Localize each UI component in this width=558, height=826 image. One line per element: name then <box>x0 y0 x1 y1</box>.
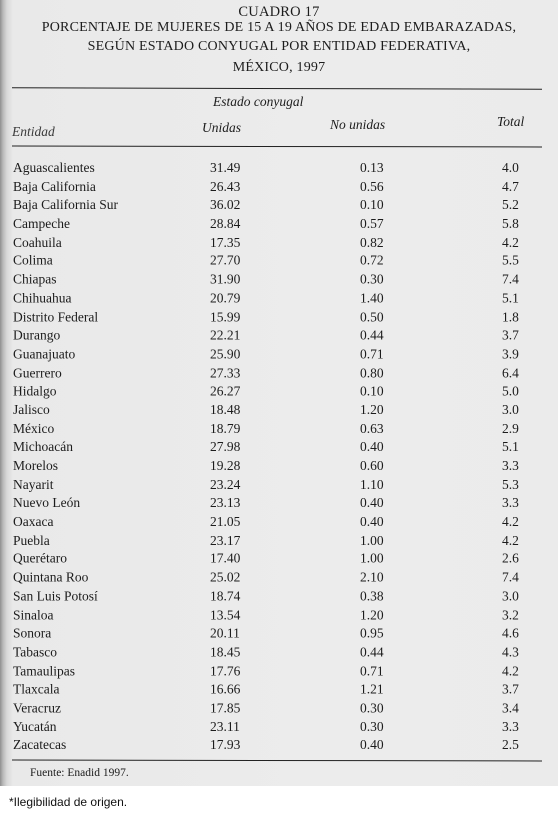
cell-entidad: Puebla <box>13 532 50 548</box>
table-row <box>0 384 558 403</box>
cell-entidad: Chihuahua <box>13 290 72 306</box>
cell-no-unidas: 0.30 <box>360 271 384 287</box>
cell-unidas: 17.40 <box>210 551 241 567</box>
cell-unidas: 27.70 <box>210 253 241 269</box>
table-row <box>0 570 558 589</box>
cell-total: 2.9 <box>502 420 519 436</box>
cell-unidas: 26.27 <box>210 383 241 399</box>
column-header-total: Total <box>497 114 525 129</box>
cell-total: 4.2 <box>502 513 519 529</box>
cell-entidad: Baja California <box>13 178 96 194</box>
cell-entidad: Sonora <box>13 625 52 641</box>
cell-unidas: 18.48 <box>210 402 241 418</box>
table-row <box>0 421 558 440</box>
cell-entidad: San Luis Potosí <box>13 588 98 604</box>
cell-unidas: 21.05 <box>210 513 241 529</box>
cell-no-unidas: 0.56 <box>360 178 384 194</box>
cell-entidad: Hidalgo <box>13 383 57 399</box>
cell-no-unidas: 0.13 <box>360 160 384 175</box>
cell-no-unidas: 0.44 <box>360 644 384 660</box>
cell-unidas: 26.43 <box>210 178 241 194</box>
cell-unidas: 20.11 <box>210 625 240 641</box>
cell-unidas: 25.90 <box>210 346 241 362</box>
cell-no-unidas: 1.00 <box>360 551 384 567</box>
cell-entidad: Distrito Federal <box>13 309 99 325</box>
cell-total: 5.2 <box>502 197 519 213</box>
cell-no-unidas: 0.10 <box>360 383 384 399</box>
cell-no-unidas: 0.38 <box>360 588 384 604</box>
cell-unidas: 28.84 <box>210 215 241 231</box>
cell-entidad: Tabasco <box>13 644 58 660</box>
table-row <box>0 346 558 365</box>
table-title-line-3: MÉXICO, 1997 <box>232 60 326 75</box>
cell-entidad: Sinaloa <box>13 607 54 623</box>
cell-entidad: Nayarit <box>13 476 54 492</box>
cell-no-unidas: 0.30 <box>360 700 384 716</box>
cell-total: 4.2 <box>502 234 519 250</box>
cell-no-unidas: 0.95 <box>360 625 384 641</box>
cell-no-unidas: 0.57 <box>360 215 384 231</box>
cell-unidas: 23.13 <box>210 495 241 511</box>
cell-unidas: 18.79 <box>210 420 241 436</box>
cell-no-unidas: 0.63 <box>360 420 384 436</box>
table-title-line-2: SEGÚN ESTADO CONYUGAL POR ENTIDAD FEDERATIVA, <box>87 39 471 54</box>
cell-total: 7.4 <box>502 271 519 287</box>
cell-no-unidas: 0.44 <box>360 327 384 343</box>
cell-no-unidas: 1.20 <box>360 402 384 418</box>
cell-entidad: Durango <box>13 327 61 343</box>
cell-no-unidas: 1.20 <box>360 607 384 623</box>
table-row <box>0 514 558 533</box>
table-row <box>0 216 558 235</box>
cell-total: 5.8 <box>502 215 519 231</box>
cell-total: 5.3 <box>502 476 519 492</box>
table-row <box>0 197 558 216</box>
cell-total: 3.3 <box>502 718 519 734</box>
table-row <box>0 309 558 328</box>
cell-no-unidas: 0.10 <box>360 197 384 213</box>
cell-unidas: 22.21 <box>210 327 241 343</box>
cell-unidas: 36.02 <box>210 197 241 213</box>
cell-no-unidas: 0.80 <box>360 364 384 380</box>
table-row <box>0 179 558 198</box>
table-row <box>0 533 558 552</box>
cell-unidas: 23.11 <box>210 718 240 734</box>
source-note: Fuente: Enadid 1997. <box>30 767 129 779</box>
table-row <box>0 272 558 291</box>
cell-no-unidas: 0.72 <box>360 253 384 269</box>
table-row <box>0 663 558 682</box>
cell-total: 5.1 <box>502 439 519 455</box>
cell-entidad: Guanajuato <box>13 346 76 362</box>
table-top-rule <box>12 87 542 89</box>
cell-unidas: 15.99 <box>210 309 241 325</box>
cell-no-unidas: 0.30 <box>360 718 384 734</box>
cell-entidad: Morelos <box>13 458 58 474</box>
cell-total: 5.5 <box>502 253 519 269</box>
table-row <box>0 402 558 421</box>
cell-total: 7.4 <box>502 569 519 585</box>
cell-unidas: 18.74 <box>210 588 241 604</box>
cell-total: 4.7 <box>502 178 519 194</box>
cell-total: 2.5 <box>502 737 519 753</box>
cell-unidas: 23.24 <box>210 476 241 492</box>
cell-no-unidas: 1.00 <box>360 532 384 548</box>
cell-total: 5.1 <box>502 290 519 306</box>
cell-total: 3.0 <box>502 588 519 604</box>
cell-unidas: 17.76 <box>210 662 241 678</box>
cell-unidas: 31.90 <box>210 271 241 287</box>
cell-unidas: 19.28 <box>210 458 241 474</box>
cell-entidad: Quintana Roo <box>13 569 89 585</box>
cell-entidad: Coahuila <box>13 234 62 250</box>
cell-total: 3.7 <box>502 681 519 697</box>
table-row <box>0 458 558 477</box>
cell-total: 3.7 <box>502 327 519 343</box>
table-row <box>0 477 558 496</box>
cell-unidas: 20.79 <box>210 290 241 306</box>
illegibility-note: *Ilegibilidad de origen. <box>9 795 128 809</box>
cell-unidas: 17.85 <box>210 700 241 716</box>
cell-entidad: Guerrero <box>13 364 62 380</box>
table-row <box>0 588 558 607</box>
cell-no-unidas: 2.10 <box>360 569 384 585</box>
table-row <box>0 235 558 254</box>
table-row <box>0 644 558 663</box>
column-header-no-unidas: No unidas <box>330 117 386 132</box>
cell-total: 4.3 <box>502 644 519 660</box>
cell-total: 4.0 <box>502 160 519 175</box>
cell-entidad: Michoacán <box>13 439 73 455</box>
table-row <box>0 290 558 309</box>
column-header-entidad: Entidad <box>12 124 55 139</box>
table-title-line-1: PORCENTAJE DE MUJERES DE 15 A 19 AÑOS DE EDAD EMBARAZADAS, <box>41 20 517 35</box>
table-row <box>0 365 558 384</box>
cell-no-unidas: 1.10 <box>360 476 384 492</box>
cell-entidad: Chiapas <box>13 271 57 287</box>
cell-unidas: 25.02 <box>210 569 241 585</box>
cell-entidad: Baja California Sur <box>13 197 118 213</box>
cell-entidad: Aguascalientes <box>13 160 95 175</box>
cell-no-unidas: 0.60 <box>360 458 384 474</box>
cell-no-unidas: 0.50 <box>360 309 384 325</box>
cell-entidad: Oaxaca <box>13 513 54 529</box>
cell-total: 5.0 <box>502 383 519 399</box>
cell-no-unidas: 0.71 <box>360 346 384 362</box>
cell-entidad: Jalisco <box>13 402 50 418</box>
cell-no-unidas: 0.40 <box>360 513 384 529</box>
table-row <box>0 253 558 272</box>
cell-total: 4.2 <box>502 532 519 548</box>
table-number: CUADRO 17 <box>238 4 320 20</box>
cell-no-unidas: 1.21 <box>360 681 384 697</box>
table-row <box>0 439 558 458</box>
cell-no-unidas: 1.40 <box>360 290 384 306</box>
cell-unidas: 16.66 <box>210 681 241 697</box>
cell-unidas: 27.33 <box>210 364 241 380</box>
cell-entidad: Querétaro <box>13 551 67 567</box>
cell-no-unidas: 0.40 <box>360 439 384 455</box>
cell-entidad: Zacatecas <box>13 737 67 753</box>
table-row <box>0 551 558 570</box>
table-row <box>0 607 558 626</box>
cell-total: 4.2 <box>502 662 519 678</box>
cell-total: 2.6 <box>502 551 519 567</box>
table-row <box>0 682 558 701</box>
cell-entidad: Tamaulipas <box>13 662 76 678</box>
table-row <box>0 719 558 738</box>
cell-total: 3.2 <box>502 607 519 623</box>
cell-unidas: 18.45 <box>210 644 241 660</box>
cell-no-unidas: 0.71 <box>360 662 384 678</box>
cell-total: 3.4 <box>502 700 519 716</box>
cell-total: 3.9 <box>502 346 519 362</box>
table-row <box>0 328 558 347</box>
cell-total: 1.8 <box>502 309 519 325</box>
table-row <box>0 737 558 756</box>
column-header-unidas: Unidas <box>202 120 242 135</box>
cell-total: 3.0 <box>502 402 519 418</box>
cell-entidad: Nuevo León <box>13 495 81 511</box>
table-row <box>0 160 558 179</box>
table-header-rule <box>12 146 542 148</box>
column-group-estado-conyugal: Estado conyugal <box>213 94 304 109</box>
cell-total: 4.6 <box>502 625 519 641</box>
cell-entidad: Colima <box>13 253 53 269</box>
cell-unidas: 17.93 <box>210 737 241 753</box>
cell-no-unidas: 0.82 <box>360 234 384 250</box>
cell-entidad: Campeche <box>13 215 70 231</box>
cell-no-unidas: 0.40 <box>360 495 384 511</box>
cell-total: 3.3 <box>502 458 519 474</box>
cell-entidad: Tlaxcala <box>13 681 60 697</box>
cell-entidad: México <box>13 420 55 436</box>
cell-unidas: 13.54 <box>210 607 241 623</box>
cell-unidas: 23.17 <box>210 532 241 548</box>
table-body <box>0 160 558 758</box>
cell-entidad: Veracruz <box>13 700 61 716</box>
cell-entidad: Yucatán <box>13 718 57 734</box>
cell-total: 3.3 <box>502 495 519 511</box>
cell-total: 6.4 <box>502 364 519 380</box>
cell-unidas: 31.49 <box>210 160 241 175</box>
table-row <box>0 626 558 645</box>
cell-no-unidas: 0.40 <box>360 737 384 753</box>
table-bottom-rule <box>12 760 542 762</box>
cell-unidas: 17.35 <box>210 234 241 250</box>
cell-unidas: 27.98 <box>210 439 241 455</box>
table-row <box>0 700 558 719</box>
table-row <box>0 495 558 514</box>
